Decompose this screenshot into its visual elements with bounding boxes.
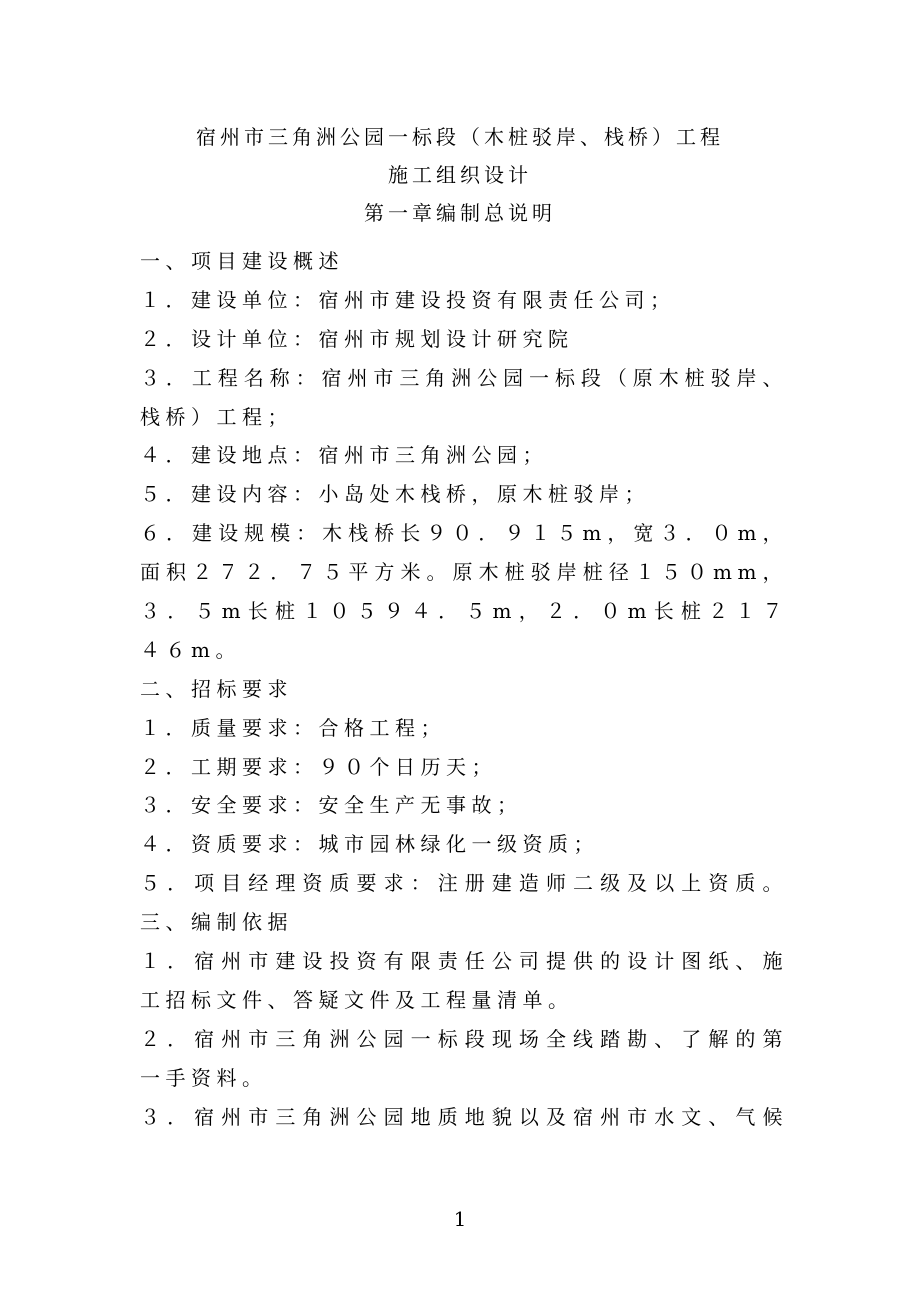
- body-line: ２．设计单位：宿州市规划设计研究院: [140, 326, 574, 351]
- section-heading: 三、编制依据: [140, 910, 293, 935]
- body-line: １．宿州市建设投资有限责任公司提供的设计图纸、施: [140, 949, 788, 974]
- document-body: [140, 242, 788, 1136]
- body-line: ２．工期要求：９０个日历天；: [140, 754, 497, 779]
- body-line: ６．建设规模：木栈桥长９０．９１５m，宽３．０m，: [140, 521, 788, 546]
- body-line: １．质量要求：合格工程；: [140, 715, 446, 740]
- body-line: 栈桥）工程；: [140, 404, 293, 429]
- body-line: 一手资料。: [140, 1065, 268, 1090]
- body-line: ４．建设地点：宿州市三角洲公园；: [140, 443, 548, 468]
- body-line: ３．工程名称：宿州市三角洲公园一标段（原木桩驳岸、: [140, 365, 788, 390]
- title-block: [140, 118, 780, 232]
- body-line: ４．资质要求：城市园林绿化一级资质；: [140, 832, 599, 857]
- document-subtitle: 施工组织设计: [388, 163, 532, 187]
- body-line: ３．宿州市三角洲公园地质地貌以及宿州市水文、气候: [140, 1104, 788, 1129]
- chapter-heading: 第一章编制总说明: [364, 201, 556, 225]
- page-number: 1: [453, 1207, 467, 1231]
- body-line: 面积２７２．７５平方米。原木桩驳岸桩径１５０mm，: [140, 560, 788, 585]
- body-line: １．建设单位：宿州市建设投资有限责任公司；: [140, 287, 676, 312]
- body-line: ４６m。: [140, 637, 241, 662]
- section-heading: 一、项目建设概述: [140, 249, 344, 273]
- document-title: 宿州市三角洲公园一标段（木桩驳岸、栈桥）工程: [196, 125, 724, 149]
- body-line: ５．建设内容：小岛处木栈桥，原木桩驳岸；: [140, 482, 650, 507]
- body-line: ２．宿州市三角洲公园一标段现场全线踏勘、了解的第: [140, 1026, 788, 1051]
- body-line: 工招标文件、答疑文件及工程量清单。: [140, 987, 574, 1012]
- section-heading: 二、招标要求: [140, 676, 293, 701]
- body-line: ３．５m长桩１０５９４．５m，２．０m长桩２１７: [140, 599, 788, 624]
- body-line: ５．项目经理资质要求：注册建造师二级及以上资质。: [140, 871, 788, 896]
- body-line: ３．安全要求：安全生产无事故；: [140, 793, 523, 818]
